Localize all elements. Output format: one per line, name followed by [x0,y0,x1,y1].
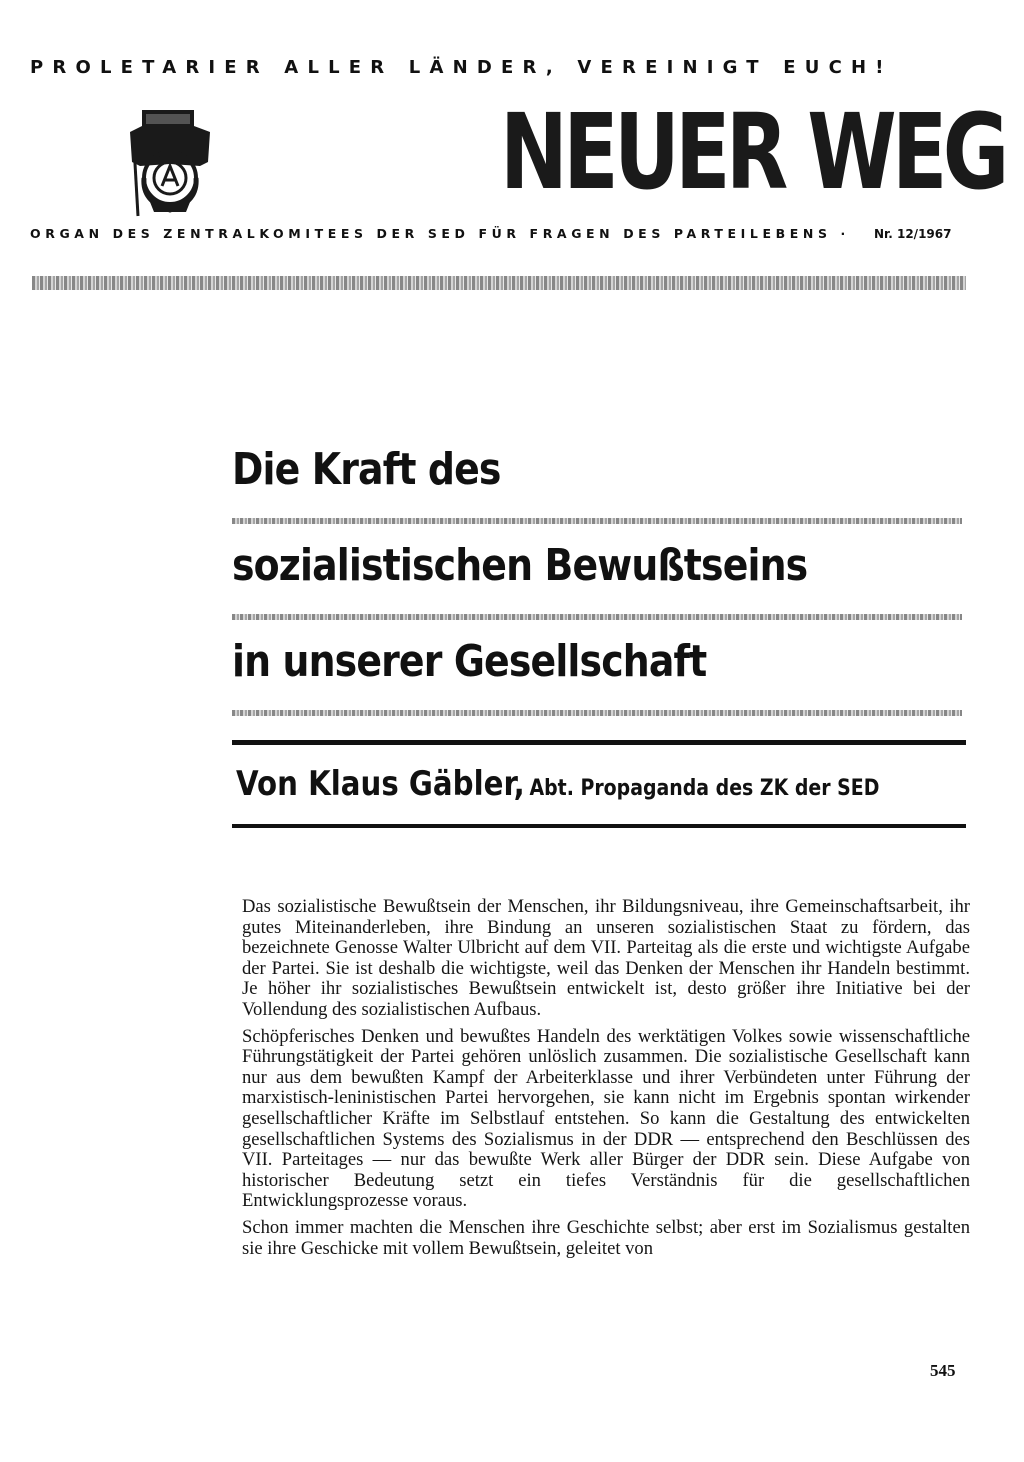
title-divider-3 [232,710,962,716]
article-title-line-2: sozialistischen Bewußtseins [232,540,808,591]
byline-top-rule [232,740,966,745]
paragraph: Das sozialistische Bewußtsein der Menschen, ihr Bildungsniveau, ihre Gemeinschaftsarbeit, ihr gutes Miteinanderleben, ihre Bindung an unseren sozialistischen Staat zu fördern, das bezeichnete Genosse Walter Ulbricht auf dem VII. Parteitag als die erste und wichtigste Aufgabe der Partei. Sie ist deshalb die wichtigste, weil das Denken der Menschen ihr Handeln bestimmt. Je höher ihr sozialistisches Bewußtsein entwickelt ist, desto größer ihre Initiative bei der Vollendung des sozialistischen Aufbaus. [242,896,970,1020]
sed-party-emblem-icon [124,106,216,218]
title-divider-1 [232,518,962,524]
masthead-slogan: PROLETARIER ALLER LÄNDER, VEREINIGT EUCH! [30,57,893,78]
paragraph: Schöpferisches Denken und bewußtes Handeln des werktätigen Volkes sowie wissenschaftliche Führungstätigkeit der Partei gehören unlöslich zusammen. Die sozialistische Gesellschaft kann nur aus dem bewußten Kampf der Arbeiterklasse und ihrer Verbündeten unter Führung der marxistisch-leninistischen Partei hervorgehen, sie kann nicht im Ergebnis spontan wirkender gesellschaftlicher Kräfte im Selbstlauf entstehen. So kann die Gestaltung des entwickelten gesellschaftlichen Systems des Sozialismus in der DDR — entsprechend den Beschlüssen des VII. Parteitages — nur das bewußte Werk aller Bürger der DDR sein. Diese Aufgabe von historischer Bedeutung setzt ein tiefes Verständnis für die gesellschaftlichen Entwicklungsprozesse voraus. [242,1025,970,1212]
header-divider [32,276,966,290]
paragraph: Schon immer machten die Menschen ihre Geschichte selbst; aber erst im Sozialismus gestalten sie ihre Geschicke mit vollem Bewußtsein, geleitet von [242,1216,970,1259]
issue-number: Nr. 12/1967 [874,227,952,241]
masthead-title: NEUER WEG [500,91,1005,213]
article-title-line-1: Die Kraft des [232,444,501,495]
byline [236,764,879,804]
byline-bottom-rule [232,824,966,828]
masthead-subtitle: ORGAN DES ZENTRALKOMITEES DER SED FÜR FRAGEN DES PARTEILEBENS · [30,226,850,241]
author-name: Von Klaus Gäbler, [236,764,525,804]
title-divider-2 [232,614,962,620]
author-department: Abt. Propaganda des ZK der SED [529,776,880,801]
page-number: 545 [930,1361,956,1380]
article-body [242,897,970,1265]
article-title-line-3: in unserer Gesellschaft [232,636,707,687]
